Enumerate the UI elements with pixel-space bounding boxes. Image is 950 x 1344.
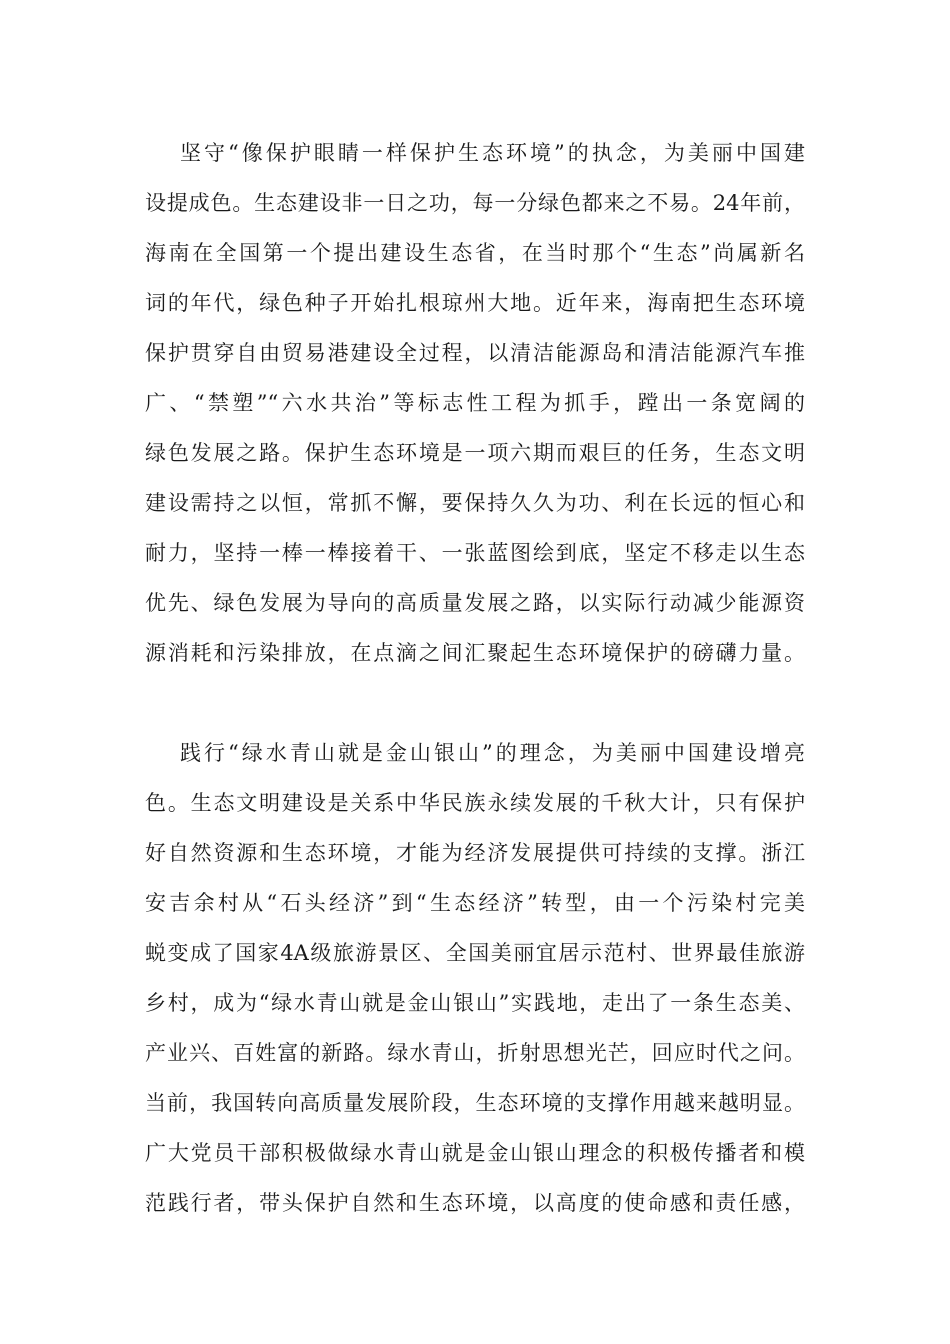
paragraph-line: 践行“绿水青山就是金山银山”的理念，为美丽中国建设增亮 — [180, 741, 805, 765]
paragraph-line: 优先、绿色发展为导向的高质量发展之路，以实际行动减少能源资 — [145, 591, 805, 615]
paragraph-line: 海南在全国第一个提出建设生态省，在当时那个“生态”尚属新名 — [145, 241, 805, 265]
paragraph-line: 色。生态文明建设是关系中华民族永续发展的千秋大计，只有保护 — [145, 791, 805, 815]
paragraph-line: 当前，我国转向高质量发展阶段，生态环境的支撑作用越来越明显。 — [145, 1091, 805, 1115]
paragraph-line: 安吉余村从“石头经济”到“生态经济”转型，由一个污染村完美 — [145, 891, 805, 915]
paragraph-line: 广、“禁塑”“六水共治”等标志性工程为抓手，蹚出一条宽阔的 — [145, 391, 805, 415]
paragraph-line: 产业兴、百姓富的新路。绿水青山，折射思想光芒，回应时代之问。 — [145, 1041, 805, 1065]
paragraph-line: 词的年代，绿色种子开始扎根琼州大地。近年来，海南把生态环境 — [145, 291, 805, 315]
paragraph-line: 建设需持之以恒，常抓不懈，要保持久久为功、利在长远的恒心和 — [145, 491, 805, 515]
paragraph-line: 设提成色。生态建设非一日之功，每一分绿色都来之不易。24年前， — [145, 191, 805, 215]
paragraph-line: 保护贯穿自由贸易港建设全过程，以清洁能源岛和清洁能源汽车推 — [145, 341, 805, 365]
paragraph-line: 范践行者，带头保护自然和生态环境，以高度的使命感和责任感， — [145, 1191, 805, 1215]
paragraph-line: 耐力，坚持一棒一棒接着干、一张蓝图绘到底，坚定不移走以生态 — [145, 541, 805, 565]
paragraph-line: 乡村，成为“绿水青山就是金山银山”实践地，走出了一条生态美、 — [145, 991, 805, 1015]
paragraph-line: 好自然资源和生态环境，才能为经济发展提供可持续的支撑。浙江 — [145, 841, 805, 865]
paragraph-line: 源消耗和污染排放，在点滴之间汇聚起生态环境保护的磅礴力量。 — [145, 641, 805, 665]
paragraph-line: 绿色发展之路。保护生态环境是一项六期而艰巨的任务，生态文明 — [145, 441, 805, 465]
paragraph-line: 广大党员干部积极做绿水青山就是金山银山理念的积极传播者和模 — [145, 1141, 805, 1165]
paragraph-line: 蜕变成了国家4A级旅游景区、全国美丽宜居示范村、世界最佳旅游 — [145, 941, 805, 965]
paragraph-line: 坚守“像保护眼睛一样保护生态环境”的执念，为美丽中国建 — [180, 141, 805, 165]
